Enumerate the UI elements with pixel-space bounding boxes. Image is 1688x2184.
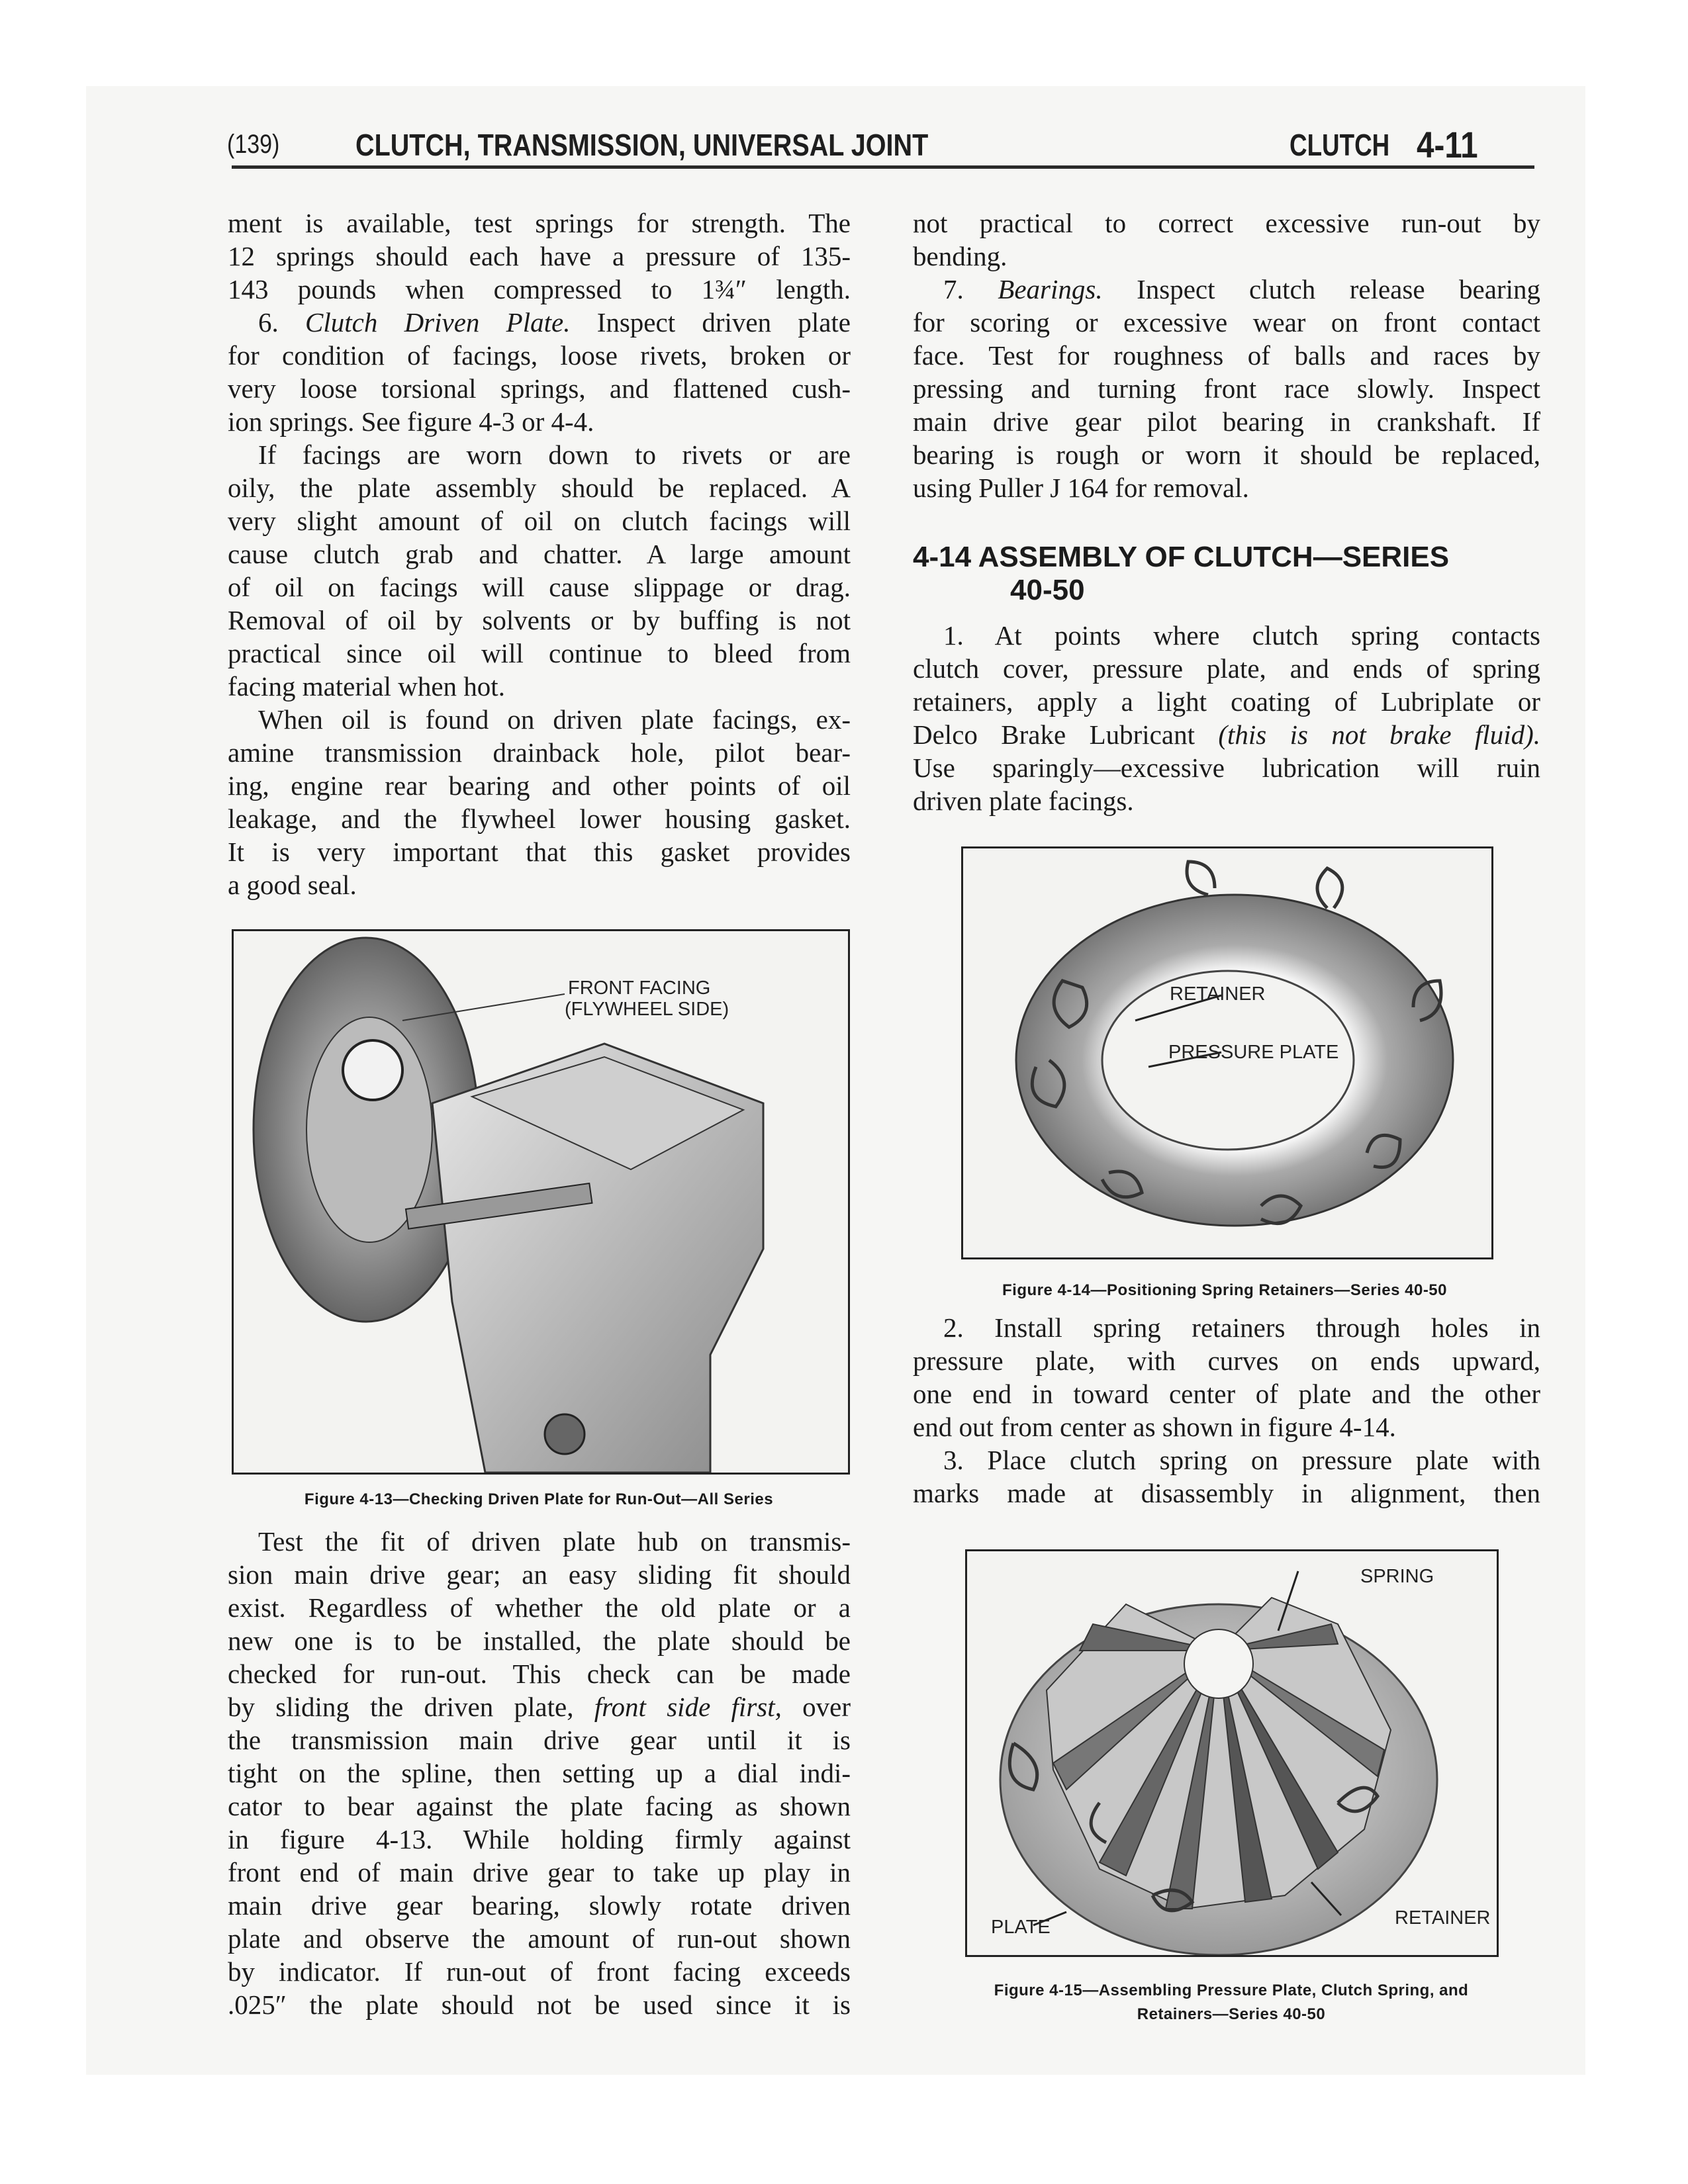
text-line	[228, 1988, 851, 2021]
text-segment: marks made at disassembly in alignment, then	[913, 1478, 1540, 1508]
text-line	[913, 652, 1540, 685]
driven-plate-transmission-illustration	[234, 931, 848, 1473]
left-column-bottom-text	[228, 1525, 851, 2021]
text-line	[913, 471, 1540, 504]
chapter-title: CLUTCH	[1289, 128, 1390, 162]
text-segment: in figure 4-13. While holding firmly against	[228, 1824, 851, 1854]
text-segment: 12 springs should each have a pressure of 135-	[228, 241, 851, 271]
text-segment: 2. Install spring retainers through holes in	[943, 1312, 1540, 1343]
text-segment: pressure plate, with curves on ends upward,	[913, 1345, 1540, 1376]
text-segment: checked for run-out. This check can be made	[228, 1659, 851, 1689]
clutch-spring-assembly-illustration	[967, 1551, 1497, 1955]
text-segment: ing, engine rear bearing and other points of oil	[228, 770, 851, 801]
text-line	[228, 1624, 851, 1657]
label-flywheel-side: (FLYWHEEL SIDE)	[565, 999, 729, 1020]
text-segment: If facings are worn down to rivets or are	[258, 439, 851, 470]
text-segment: clutch cover, pressure plate, and ends of spring	[913, 653, 1540, 684]
text-segment: plate and observe the amount of run-out shown	[228, 1923, 851, 1954]
text-segment: end out from center as shown in figure 4-14.	[913, 1412, 1396, 1442]
text-segment: 6.	[258, 307, 305, 338]
text-line	[913, 405, 1540, 438]
text-segment: 143 pounds when compressed to 1¾″ length.	[228, 274, 851, 304]
text-segment: Use sparingly—excessive lubrication will ruin	[913, 752, 1540, 783]
text-segment: ment is available, test springs for strength. The	[228, 208, 851, 238]
text-segment: Removal of oil by solvents or by buffing is not	[228, 605, 851, 635]
section-heading	[913, 541, 1449, 607]
figure-4-14-caption: Figure 4-14—Positioning Spring Retainers—Series 40-50	[1002, 1281, 1447, 1299]
text-line	[228, 604, 851, 637]
text-segment: driven plate facings.	[913, 786, 1134, 816]
text-segment: Inspect driven plate	[570, 307, 851, 338]
text-segment: face. Test for roughness of balls and races by	[913, 340, 1540, 371]
text-segment: for condition of facings, loose rivets, broken or	[228, 340, 851, 371]
label-plate: PLATE	[991, 1917, 1051, 1938]
right-column-bottom-text	[913, 1311, 1540, 1510]
text-segment: very slight amount of oil on clutch facings will	[228, 506, 851, 536]
text-line	[913, 1344, 1540, 1377]
figure-4-13	[232, 929, 850, 1475]
label-retainer: RETAINER	[1395, 1907, 1491, 1929]
section-heading-line1: 4-14 ASSEMBLY OF CLUTCH—SERIES	[913, 541, 1450, 573]
text-segment: using Puller J 164 for removal.	[913, 473, 1249, 503]
text-segment: Test the fit of driven plate hub on transmis-	[258, 1526, 851, 1557]
text-segment: bearing is rough or worn it should be replaced,	[913, 439, 1540, 470]
text-segment: front end of main drive gear to take up play in	[228, 1857, 851, 1888]
text-line	[228, 273, 851, 306]
text-line	[913, 1311, 1540, 1344]
text-segment: leakage, and the flywheel lower housing gasket.	[228, 803, 851, 834]
text-line	[228, 1558, 851, 1591]
text-line	[913, 1443, 1540, 1477]
text-line	[228, 1823, 851, 1856]
text-line	[913, 685, 1540, 718]
text-segment: cause clutch grab and chatter. A large amount	[228, 539, 851, 569]
figure-4-15	[965, 1549, 1499, 1957]
text-segment: 7.	[943, 274, 998, 304]
text-line	[913, 751, 1540, 784]
text-line	[228, 1790, 851, 1823]
text-line	[228, 1856, 851, 1889]
text-segment: bending.	[913, 241, 1008, 271]
text-segment: When oil is found on driven plate facings, ex-	[258, 704, 851, 735]
text-segment: by sliding the driven plate,	[228, 1692, 594, 1722]
text-segment: very loose torsional springs, and flattened cush-	[228, 373, 851, 404]
page-number: (139)	[227, 130, 280, 159]
text-segment: oily, the plate assembly should be replaced. A	[228, 473, 851, 503]
text-segment: sion main drive gear; an easy sliding fit should	[228, 1559, 851, 1590]
text-line	[913, 339, 1540, 372]
text-line	[228, 868, 851, 901]
section-title: CLUTCH, TRANSMISSION, UNIVERSAL JOINT	[355, 128, 929, 162]
text-line	[228, 1525, 851, 1558]
text-segment: one end in toward center of plate and the other	[913, 1379, 1540, 1409]
italic-text: Clutch Driven Plate.	[305, 307, 571, 338]
text-segment: cator to bear against the plate facing as shown	[228, 1791, 851, 1821]
text-line	[913, 372, 1540, 405]
italic-text: Bearings.	[998, 274, 1103, 304]
text-line	[228, 703, 851, 736]
text-line	[913, 206, 1540, 240]
figure-4-14	[961, 846, 1493, 1259]
figure-4-15-caption	[940, 1979, 1523, 2026]
text-line	[228, 339, 851, 372]
label-pressure-plate: PRESSURE PLATE	[1168, 1042, 1339, 1063]
italic-text: (this is not brake fluid).	[1218, 719, 1540, 750]
text-segment: 1. At points where clutch spring contacts	[943, 620, 1540, 651]
text-line	[913, 240, 1540, 273]
text-line	[228, 736, 851, 769]
text-segment: the transmission main drive gear until it is	[228, 1725, 851, 1755]
text-segment: practical since oil will continue to bleed from	[228, 638, 851, 668]
text-line	[228, 504, 851, 537]
figure-4-15-caption-line2: Retainers—Series 40-50	[1137, 2005, 1326, 2023]
text-line	[913, 306, 1540, 339]
figure-4-15-caption-line1: Figure 4-15—Assembling Pressure Plate, Clutch Spring, and	[994, 1981, 1469, 1999]
text-segment: Delco Brake Lubricant	[913, 719, 1219, 750]
text-segment: ion springs. See figure 4-3 or 4-4.	[228, 406, 594, 437]
text-line	[228, 1889, 851, 1922]
text-line	[228, 206, 851, 240]
text-segment: a good seal.	[228, 870, 357, 900]
text-line	[913, 1377, 1540, 1410]
text-segment: by indicator. If run-out of front facing exceeds	[228, 1956, 851, 1987]
text-line	[913, 718, 1540, 751]
right-column-top-text	[913, 206, 1540, 504]
text-line	[913, 1410, 1540, 1443]
text-segment: main drive gear pilot bearing in crankshaft. If	[913, 406, 1540, 437]
text-segment: It is very important that this gasket provides	[228, 837, 851, 867]
text-line	[228, 1756, 851, 1790]
text-line	[228, 769, 851, 802]
text-segment: amine transmission drainback hole, pilot bear-	[228, 737, 851, 768]
text-segment: not practical to correct excessive run-out by	[913, 208, 1540, 238]
section-heading-line2: 40-50	[1010, 574, 1085, 606]
text-line	[913, 1477, 1540, 1510]
text-line	[228, 1723, 851, 1756]
text-segment: retainers, apply a light coating of Lubriplate or	[913, 686, 1540, 717]
text-line	[228, 372, 851, 405]
label-retainer: RETAINER	[1170, 983, 1266, 1005]
text-line	[228, 537, 851, 570]
text-line	[228, 306, 851, 339]
left-column-top-text	[228, 206, 851, 901]
text-line	[228, 570, 851, 604]
text-segment: facing material when hot.	[228, 671, 505, 702]
text-segment: over	[781, 1692, 851, 1722]
text-line	[228, 240, 851, 273]
label-front-facing: FRONT FACING	[568, 978, 711, 999]
text-segment: tight on the spline, then setting up a dial indi-	[228, 1758, 851, 1788]
text-line	[228, 802, 851, 835]
text-line	[228, 670, 851, 703]
right-column-mid-text	[913, 619, 1540, 817]
label-spring: SPRING	[1360, 1566, 1434, 1587]
text-segment: pressing and turning front race slowly. Inspect	[913, 373, 1540, 404]
text-line	[228, 405, 851, 438]
text-segment: of oil on facings will cause slippage or drag.	[228, 572, 851, 602]
text-segment: 3. Place clutch spring on pressure plate with	[943, 1445, 1540, 1475]
text-line	[228, 471, 851, 504]
text-segment: .025″ the plate should not be used since it is	[228, 1989, 851, 2020]
text-line	[228, 835, 851, 868]
text-segment: new one is to be installed, the plate should be	[228, 1625, 851, 1656]
figure-4-13-caption: Figure 4-13—Checking Driven Plate for Run-Out—All Series	[304, 1490, 774, 1508]
text-line	[913, 784, 1540, 817]
text-line	[913, 273, 1540, 306]
text-line	[228, 637, 851, 670]
page-code: 4-11	[1417, 124, 1478, 165]
text-line	[228, 1657, 851, 1690]
text-line	[228, 1690, 851, 1723]
text-line	[228, 1955, 851, 1988]
text-line	[228, 438, 851, 471]
text-line	[913, 438, 1540, 471]
text-segment: main drive gear bearing, slowly rotate driven	[228, 1890, 851, 1921]
text-segment: Inspect clutch release bearing	[1102, 274, 1540, 304]
text-segment: for scoring or excessive wear on front contact	[913, 307, 1540, 338]
text-line	[228, 1591, 851, 1624]
text-line	[913, 619, 1540, 652]
text-line	[228, 1922, 851, 1955]
text-segment: exist. Regardless of whether the old plate or a	[228, 1592, 851, 1623]
header-rule	[232, 165, 1534, 169]
italic-text: front side first,	[594, 1692, 782, 1722]
